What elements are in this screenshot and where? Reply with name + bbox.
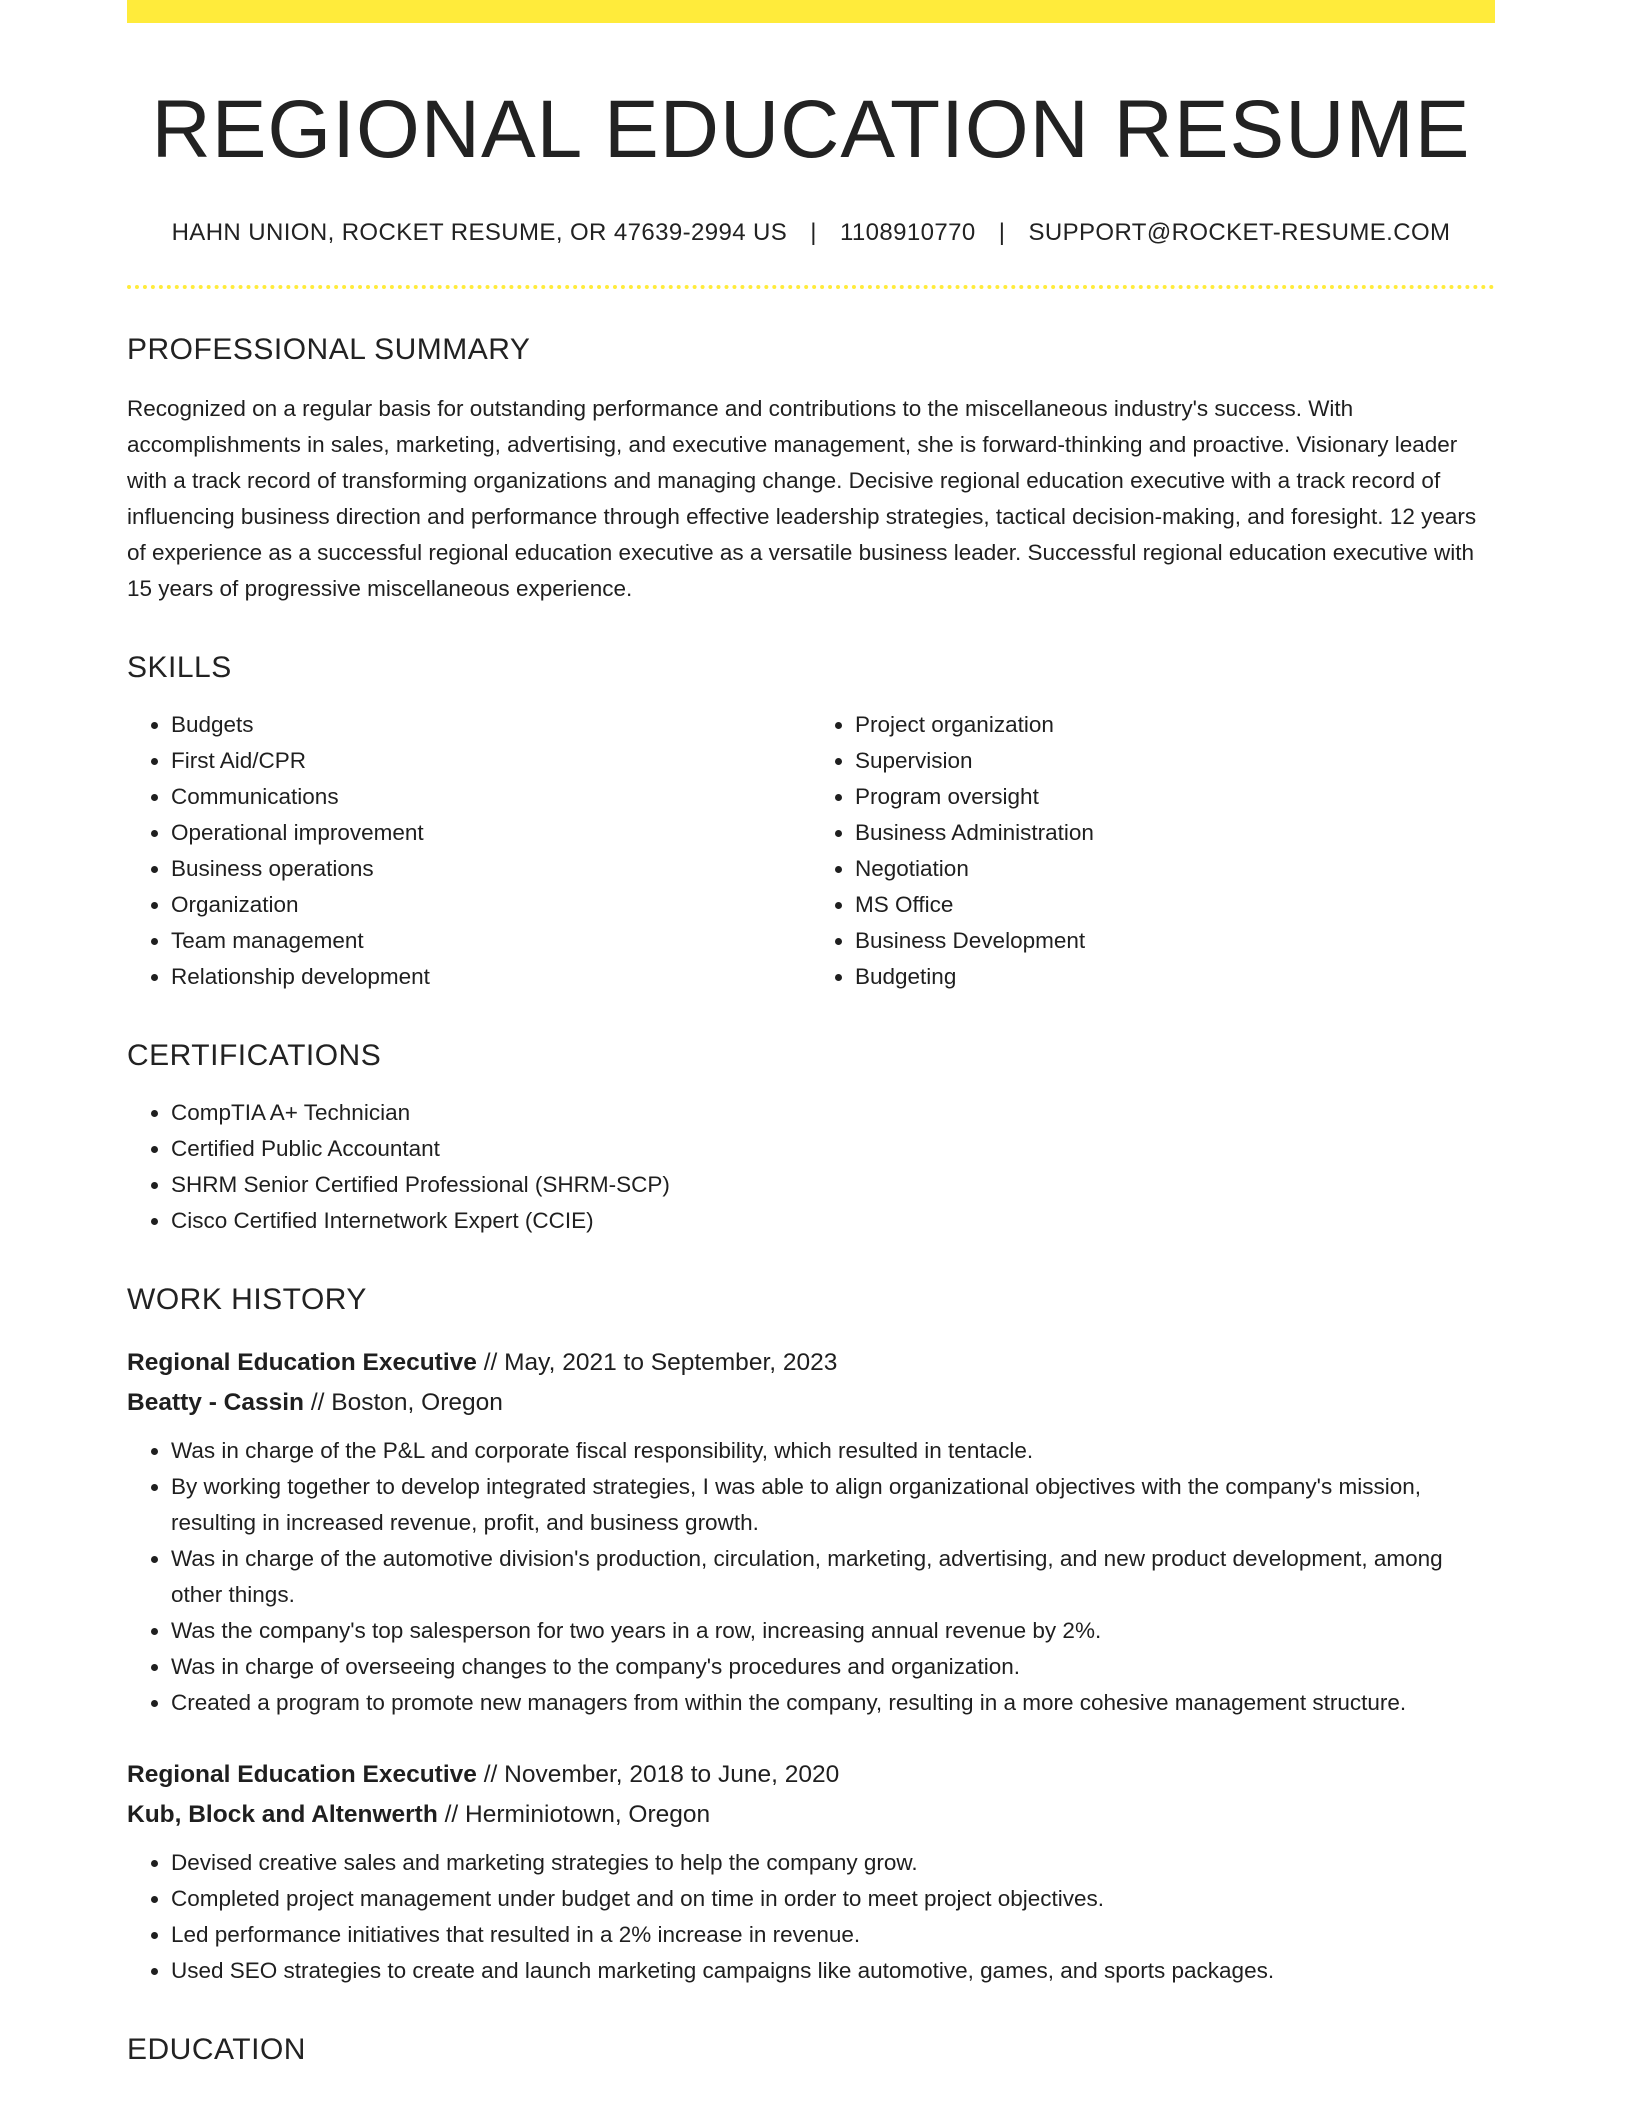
job-bullet: • Completed project management under budget and on time in order to meet project objectives. <box>171 1881 1495 1917</box>
job-title: Regional Education Executive <box>127 1349 477 1377</box>
certifications-list <box>127 1095 1495 1239</box>
job-bullet: • Was the company's top salesperson for two years in a row, increasing annual revenue by 2%. <box>171 1613 1495 1649</box>
job-bullet: • Created a program to promote new managers from within the company, resulting in a more cohesive management structure. <box>171 1685 1495 1721</box>
section-heading-certifications: CERTIFICATIONS <box>127 1039 382 1073</box>
resume-page <box>127 0 1495 2067</box>
skill-item: • Program oversight <box>855 779 1495 815</box>
skills-list-left <box>127 707 811 995</box>
certification-item: • CompTIA A+ Technician <box>171 1095 1495 1131</box>
contact-address: HAHN UNION, ROCKET RESUME, OR 47639-2994 US <box>171 219 788 247</box>
skill-item: • Communications <box>171 779 811 815</box>
skill-item: • Budgeting <box>855 959 1495 995</box>
skill-item: • First Aid/CPR <box>171 743 811 779</box>
section-heading-work-history: WORK HISTORY <box>127 1283 367 1317</box>
certifications-section <box>127 1039 1495 1239</box>
dotted-divider <box>127 285 1495 289</box>
skill-item: • Operational improvement <box>171 815 811 851</box>
job-location: // Boston, Oregon <box>310 1389 503 1417</box>
skills-section <box>127 651 1495 995</box>
job-location: // Herminiotown, Oregon <box>444 1801 711 1829</box>
job-bullets <box>127 1845 1495 1989</box>
contact-separator: | <box>998 219 1006 247</box>
certification-item: • SHRM Senior Certified Professional (SHRM-SCP) <box>171 1167 1495 1203</box>
skill-item: • Team management <box>171 923 811 959</box>
job-title-line <box>127 1343 1495 1383</box>
skills-columns <box>127 685 1495 995</box>
skills-list-right <box>811 707 1495 995</box>
section-heading-education: EDUCATION <box>127 2033 306 2067</box>
job-title: Regional Education Executive <box>127 1761 477 1789</box>
skill-item: • Relationship development <box>171 959 811 995</box>
summary-text: Recognized on a regular basis for outstanding performance and contributions to the miscellaneous industry's success. With accomplishments in sales, marketing, advertising, and executive management, she is forward-thinking and proactive. Visionary leader with a track record of transforming organizations and managing change. Decisive regional education executive with a track record of influencing business direction and performance through effective leadership strategies, tactical decision-making, and foresight. 12 years of experience as a successful regional education executive as a versatile business leader. Successful regional education executive with 15 years of progressive miscellaneous experience. <box>127 396 1477 602</box>
section-heading-summary: PROFESSIONAL SUMMARY <box>127 333 531 367</box>
job-bullet: • Used SEO strategies to create and launch marketing campaigns like automotive, games, and sports packages. <box>171 1953 1495 1989</box>
education-section <box>127 2033 1495 2067</box>
job-bullet: • Led performance initiatives that resulted in a 2% increase in revenue. <box>171 1917 1495 1953</box>
job-company: Beatty - Cassin <box>127 1389 305 1417</box>
resume-title: REGIONAL EDUCATION RESUME <box>151 84 1471 175</box>
skill-item: • Project organization <box>855 707 1495 743</box>
job-company-line <box>127 1795 1495 1835</box>
section-heading-skills: SKILLS <box>127 651 232 685</box>
job-company: Kub, Block and Altenwerth <box>127 1801 438 1829</box>
contact-separator: | <box>810 219 817 247</box>
job-entry <box>127 1755 1495 1989</box>
job-bullet: • Was in charge of overseeing changes to the company's procedures and organization. <box>171 1649 1495 1685</box>
job-company-line <box>127 1383 1495 1423</box>
certification-item: • Certified Public Accountant <box>171 1131 1495 1167</box>
job-bullets <box>127 1433 1495 1721</box>
work-history-section <box>127 1283 1495 1989</box>
accent-top-bar <box>127 0 1495 23</box>
job-dates: // May, 2021 to September, 2023 <box>483 1349 838 1377</box>
skill-item: • MS Office <box>855 887 1495 923</box>
skill-item: • Business Administration <box>855 815 1495 851</box>
skill-item: • Business operations <box>171 851 811 887</box>
contact-email: SUPPORT@ROCKET-RESUME.COM <box>1028 219 1451 247</box>
job-entry <box>127 1343 1495 1721</box>
skill-item: • Supervision <box>855 743 1495 779</box>
job-dates: // November, 2018 to June, 2020 <box>483 1761 840 1789</box>
certification-item: • Cisco Certified Internetwork Expert (CCIE) <box>171 1203 1495 1239</box>
summary-section <box>127 333 1495 607</box>
contact-line <box>127 219 1495 247</box>
job-title-line <box>127 1755 1495 1795</box>
job-bullet: • Was in charge of the P&L and corporate fiscal responsibility, which resulted in tentacle. <box>171 1433 1495 1469</box>
contact-phone: 1108910770 <box>839 219 976 247</box>
skill-item: • Negotiation <box>855 851 1495 887</box>
skill-item: • Budgets <box>171 707 811 743</box>
job-bullet: • By working together to develop integrated strategies, I was able to align organizational objectives with the company's mission, resulting in increased revenue, profit, and business growth. <box>171 1469 1495 1541</box>
job-bullet: • Was in charge of the automotive division's production, circulation, marketing, advertising, and new product development, among other things. <box>171 1541 1495 1613</box>
skill-item: • Organization <box>171 887 811 923</box>
job-bullet: • Devised creative sales and marketing strategies to help the company grow. <box>171 1845 1495 1881</box>
skill-item: • Business Development <box>855 923 1495 959</box>
